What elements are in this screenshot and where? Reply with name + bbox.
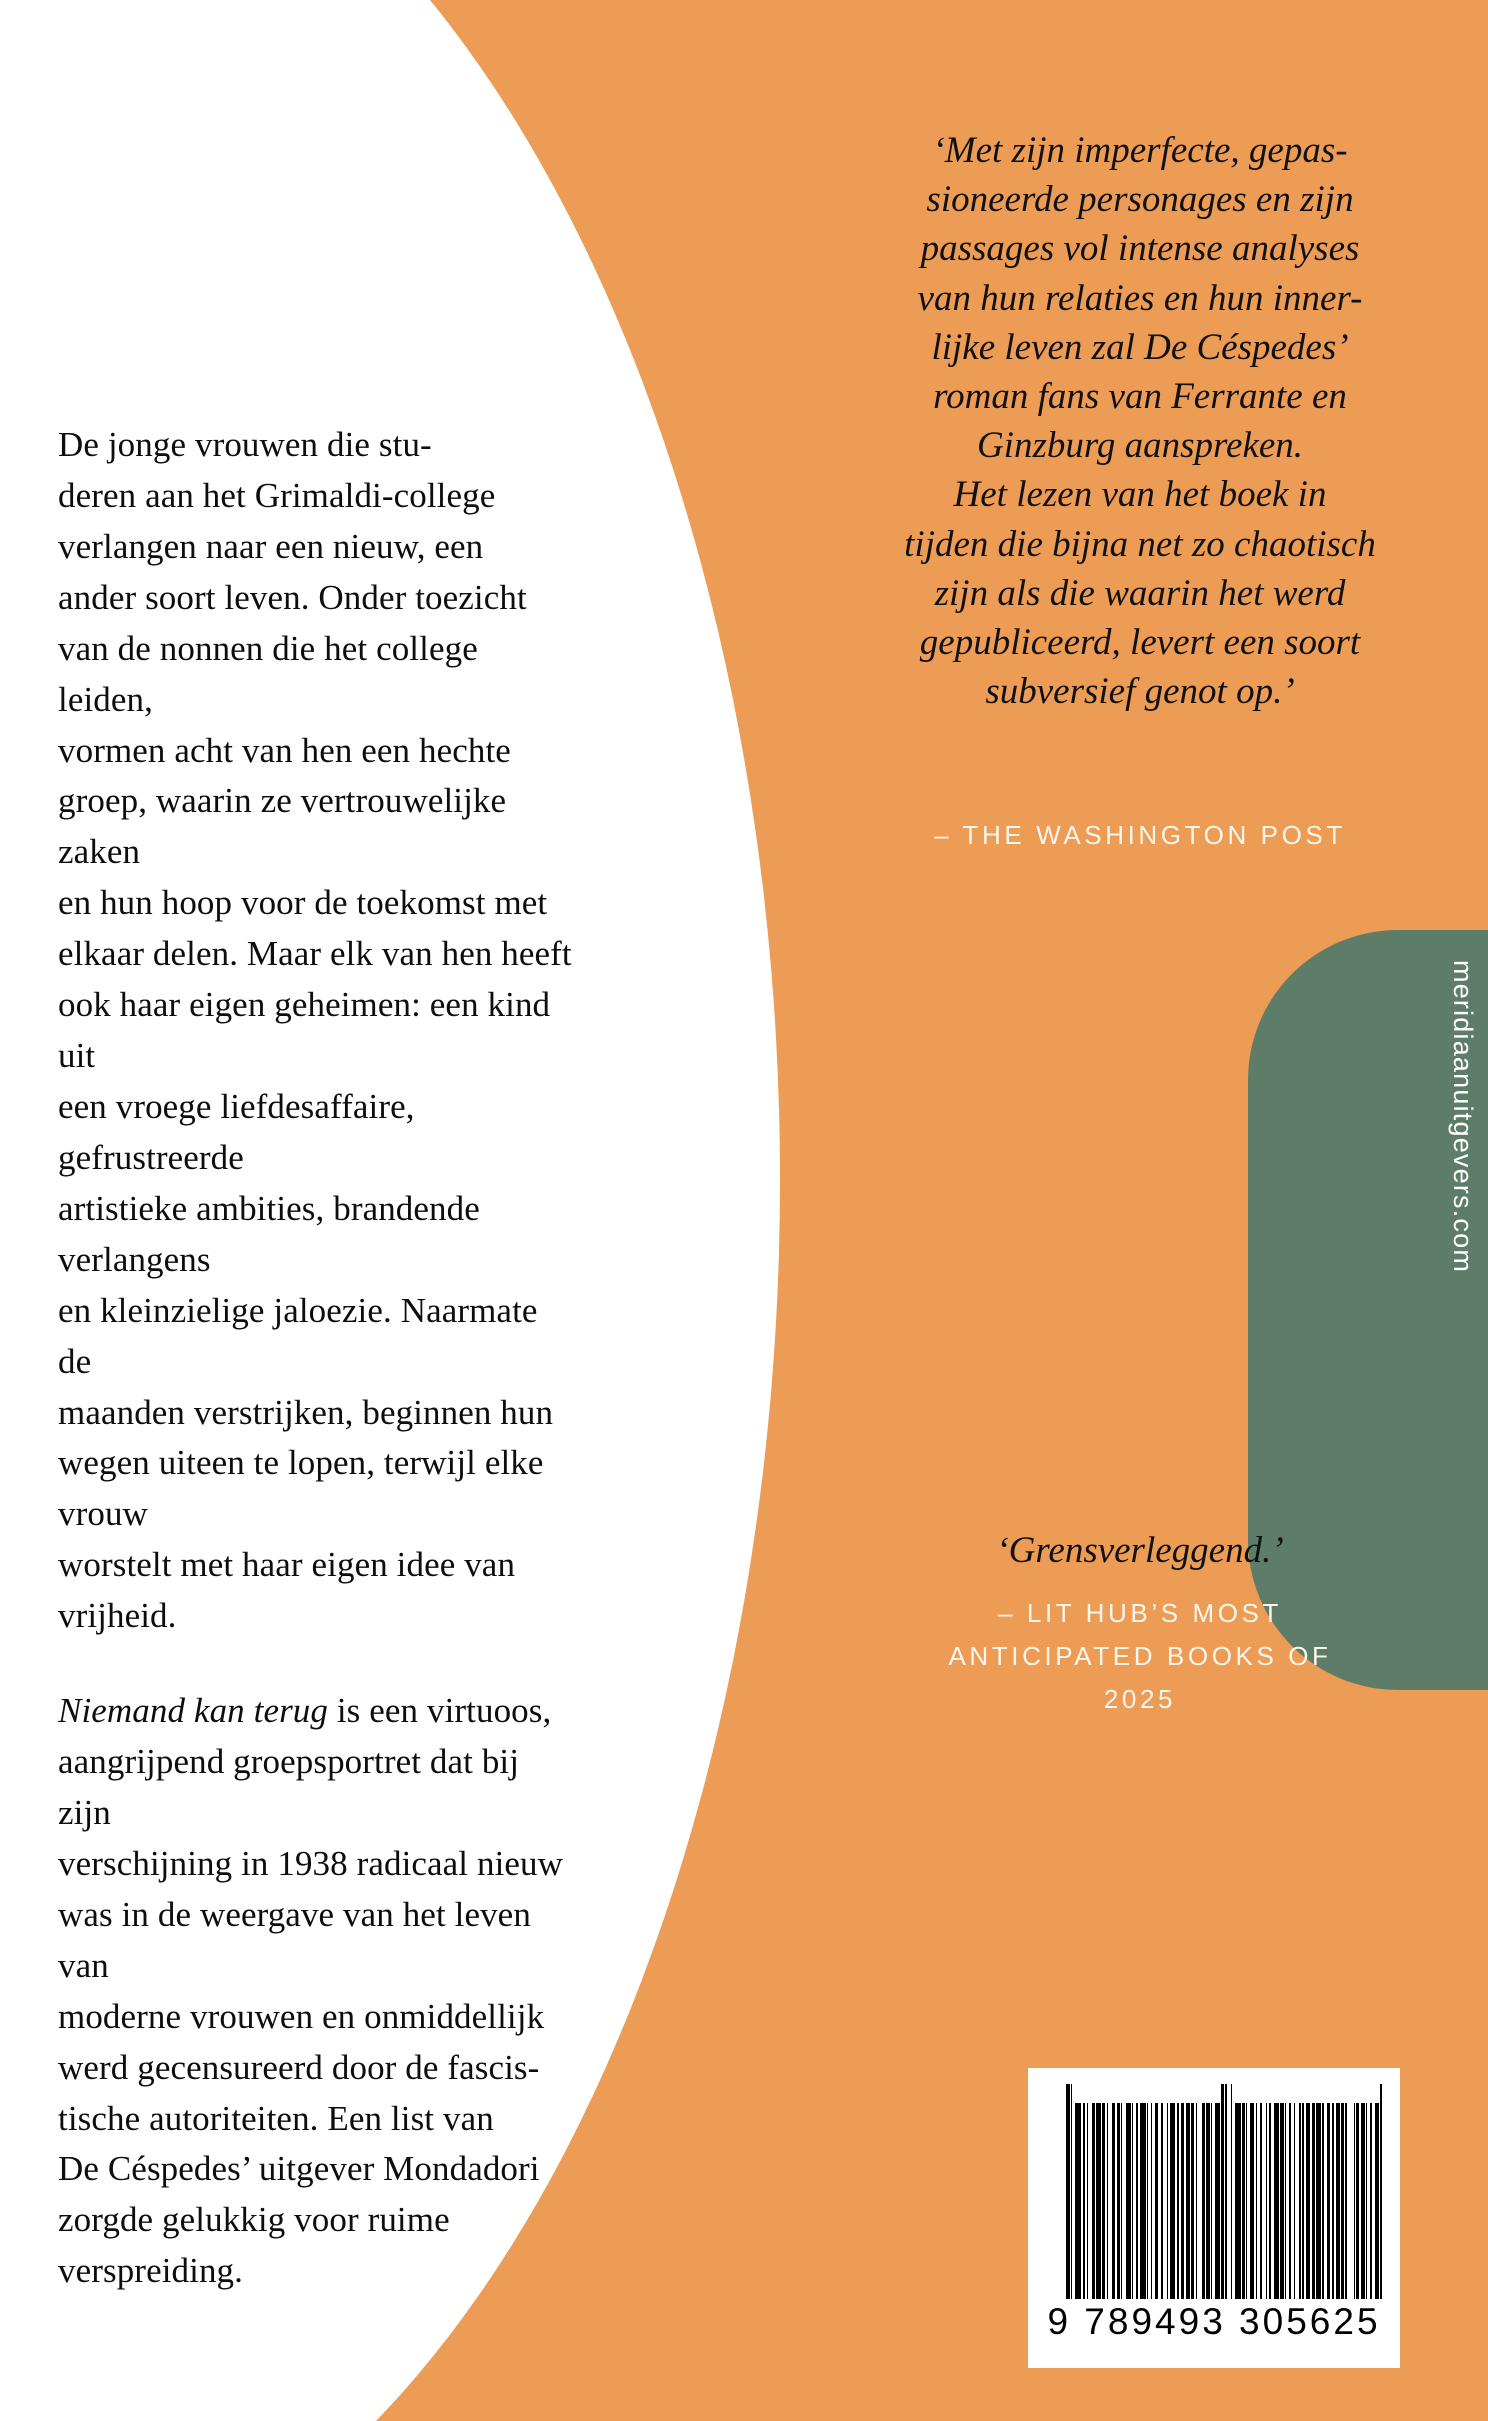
back-cover-blurb: [58, 420, 578, 2297]
quote-line: sioneerde personages en zijn: [926, 179, 1354, 221]
quote-line: tijden die bijna net zo chaotisch: [904, 523, 1376, 565]
blurb-paragraph-1-text: De jonge vrouwen die stu- deren aan het Grimaldi-college verlangen naar een nieuw, een ander soort leven. Onder toezicht van de nonnen die het college leiden, vormen acht van hen een hechte groep, waarin ze vertrouwelijke zaken en hun hoop voor de toekomst met elkaar delen. Maar elk van hen heeft ook haar eigen geheimen: een kind uit een vroege liefdesaffaire, gefrustreerde artistieke ambities, brandende verlangens en kleinzielige jaloezie. Naarmate de maanden verstrijken, beginnen hun wegen uiteen te lopen, terwijl elke vrouw worstelt met haar eigen idee van vrijheid.: [58, 425, 572, 1636]
quote-line: roman fans van Ferrante en: [933, 376, 1347, 418]
barcode-block: [1028, 2068, 1400, 2368]
book-title-italic: Niemand kan terug: [58, 1691, 328, 1731]
quote-line: gepubliceerd, levert een soort: [919, 622, 1361, 664]
barcode-bar: [1382, 2084, 1386, 2299]
blurb-paragraph-2: [58, 1686, 578, 2297]
barcode-number: 9 789493 305625: [1047, 2301, 1381, 2342]
publisher-website-link[interactable]: meridiaanuitgevers.com: [1448, 960, 1478, 1274]
quote-line: van hun relaties en hun inner-: [917, 277, 1363, 319]
quote-line: lijke leven zal De Céspedes’: [931, 326, 1349, 368]
quote-line: passages vol intense analyses: [920, 228, 1360, 270]
quote-line: zijn als die waarin het werd: [934, 572, 1346, 614]
attribution-line: – LIT HUB’S MOST: [998, 1598, 1282, 1628]
washington-post-quote: [880, 126, 1400, 716]
barcode-bars: [1066, 2084, 1386, 2299]
attribution-line: 2025: [1103, 1684, 1177, 1715]
paragraph-spacer: [58, 1642, 578, 1686]
quote-line: Het lezen van het boek in: [953, 474, 1327, 516]
quote-line: Ginzburg aanspreken.: [976, 425, 1304, 467]
lit-hub-quote: ‘Grensverleggend.’: [996, 1530, 1284, 1571]
quote-line: ‘Met zijn imperfecte, gepas-: [932, 130, 1348, 171]
quote-line: subversief genot op.’: [985, 671, 1295, 713]
lit-hub-attribution: [880, 1592, 1400, 1721]
attribution-line: ANTICIPATED BOOKS OF: [948, 1641, 1332, 1672]
washington-post-attribution: – THE WASHINGTON POST: [934, 820, 1346, 850]
blurb-paragraph-2-text: is een virtuoos, aangrijpend groepsportret dat bij zijn verschijning in 1938 radicaal nieuw was in de weergave van het leven van moderne vrouwen en onmiddellijk werd gecensureerd door de fascis- tische autoriteiten. Een list van De Céspedes’ uitgever Mondadori zorgde gelukkig voor ruime verspreiding.: [58, 1691, 564, 2291]
blurb-paragraph-1: [58, 420, 578, 1642]
